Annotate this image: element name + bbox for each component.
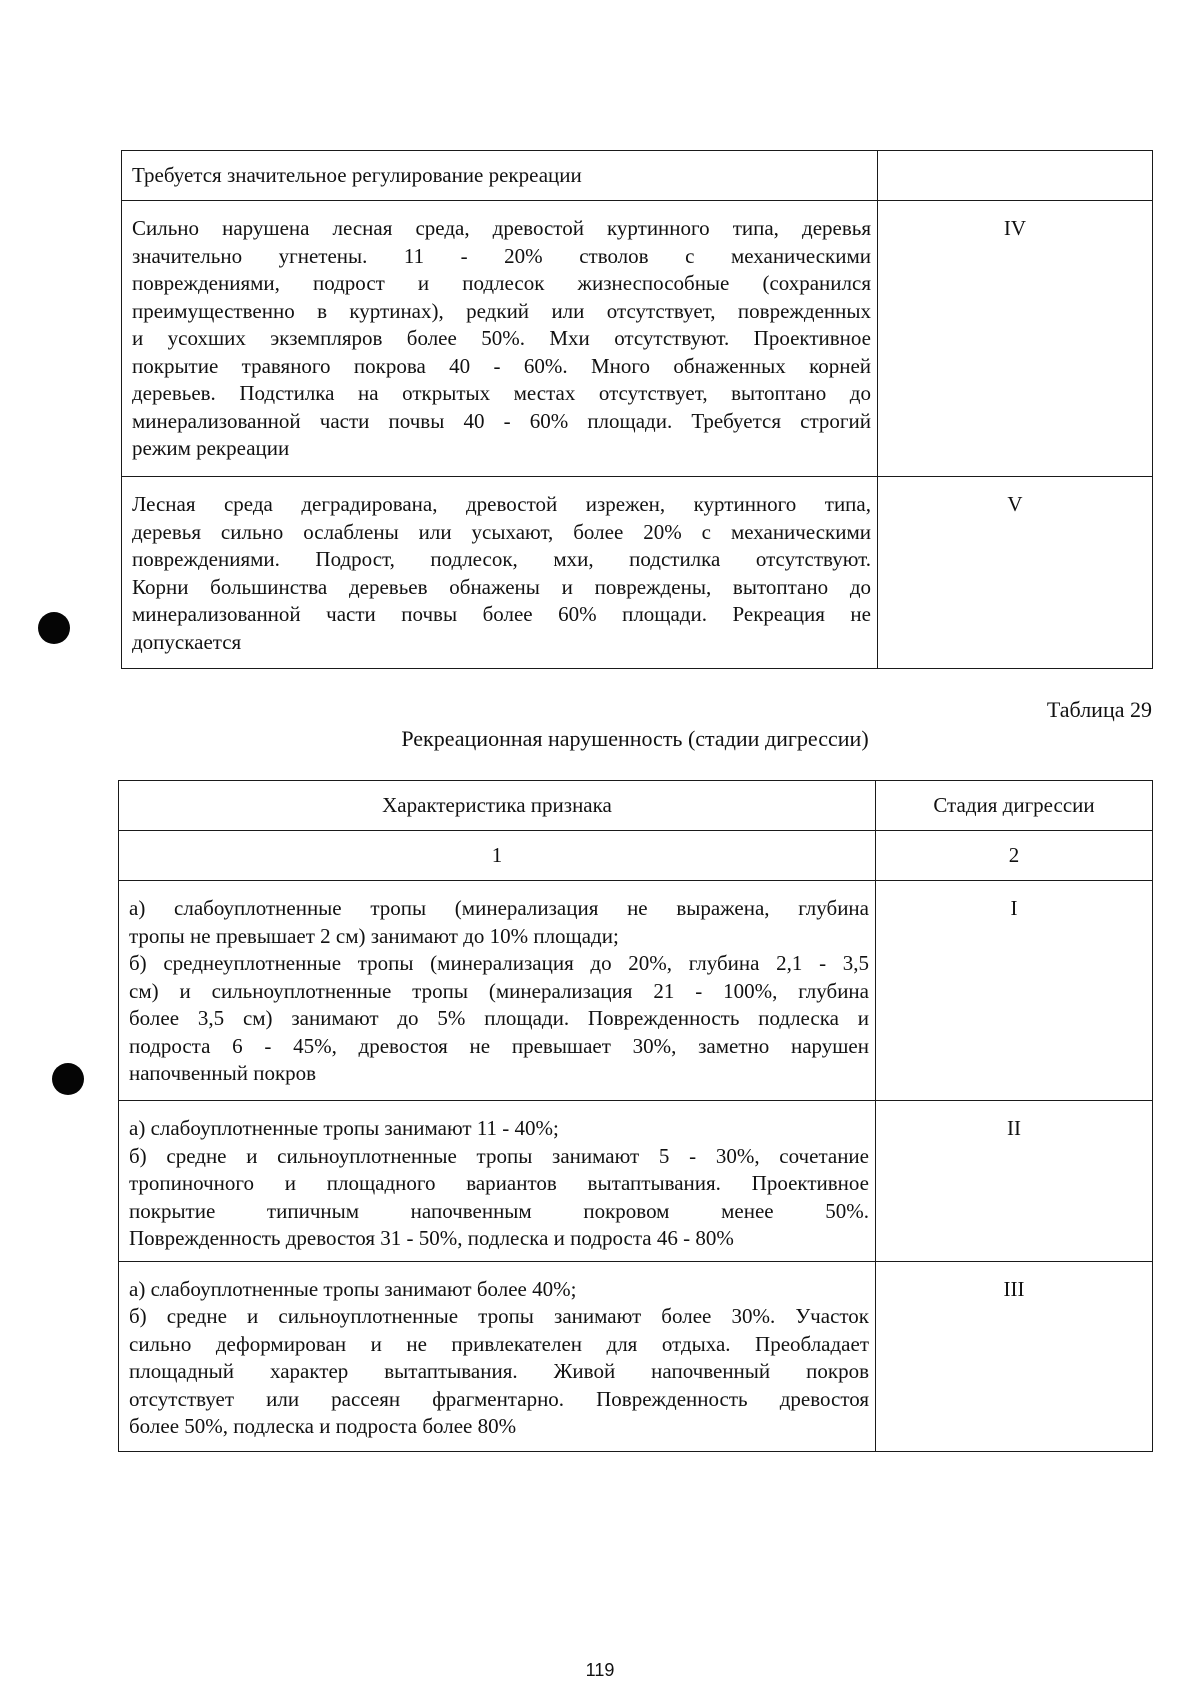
description-line: Поврежденность древостоя 31 - 50%, подлеска и подроста 46 - 80%: [129, 1226, 734, 1250]
description-line: преимущественно в куртинах), редкий или отсутствует, поврежденных: [132, 298, 871, 323]
table-row: [122, 477, 1153, 669]
table-29: [118, 780, 1153, 1452]
description-line: напочвенный покров: [129, 1061, 317, 1085]
description-line: тропиночного и площадного вариантов вытаптывания. Проективное: [129, 1171, 869, 1195]
row-description: [119, 1101, 876, 1262]
column-number: 2: [876, 831, 1153, 881]
description-line: более 3,5 см) занимают до 5% площади. Поврежденность подлеска и: [129, 1006, 869, 1030]
row-stage: V: [878, 477, 1153, 669]
description-line: значительно угнетены. 11 - 20% стволов с механическими: [132, 243, 871, 268]
description-line: минерализованной части почвы 40 - 60% площади. Требуется строгий: [132, 408, 871, 433]
description-line: б) средне и сильноуплотненные тропы занимают 5 - 30%, сочетание: [129, 1143, 869, 1168]
description-line: Лесная среда деградирована, древостой изрежен, куртинного типа,: [132, 492, 871, 516]
punch-hole-mark: [38, 612, 70, 644]
description-line: покрытие травяного покрова 40 - 60%. Много обнаженных корней: [132, 353, 871, 378]
description-line: повреждениями, подрост и подлесок жизнеспособные (сохранился: [132, 271, 871, 295]
table-row: [122, 151, 1153, 201]
description-line: и усохших экземпляров более 50%. Мхи отсутствуют. Проективное: [132, 326, 871, 350]
continued-table: [121, 150, 1153, 669]
table-row: [119, 881, 1153, 1101]
description-line: подроста 6 - 45%, древостоя не превышает 30%, заметно нарушен: [129, 1033, 869, 1058]
description-line: повреждениями. Подрост, подлесок, мхи, подстилка отсутствуют.: [132, 547, 871, 571]
description-line: Сильно нарушена лесная среда, древостой куртинного типа, деревья: [132, 216, 871, 240]
row-description: [119, 1261, 876, 1451]
description-line: Корни большинства деревьев обнажены и повреждены, вытоптано до: [132, 574, 871, 599]
column-number: 1: [119, 831, 876, 881]
description-line: б) средне и сильноуплотненные тропы занимают более 30%. Участок: [129, 1304, 869, 1328]
description-line: сильно деформирован и не привлекателен для отдыха. Преобладает: [129, 1331, 869, 1356]
description-line: допускается: [132, 629, 242, 654]
table-title: Рекреационная нарушенность (стадии дигрессии): [401, 726, 869, 751]
description-line: минерализованной части почвы более 60% площади. Рекреация не: [132, 602, 871, 626]
description-line: а) слабоуплотненные тропы занимают более 40%;: [129, 1276, 577, 1301]
row-description: [122, 201, 878, 477]
column-header: Характеристика признака: [119, 781, 876, 831]
row-stage: II: [876, 1101, 1153, 1262]
description-line: тропы не превышает 2 см) занимают до 10% площади;: [129, 923, 619, 948]
description-line: покрытие типичным напочвенным покровом менее 50%.: [129, 1198, 869, 1223]
description-line: а) слабоуплотненные тропы (минерализация не выражена, глубина: [129, 896, 869, 920]
row-stage: III: [876, 1261, 1153, 1451]
row-description: [119, 881, 876, 1101]
punch-hole-mark: [52, 1063, 84, 1095]
row-stage: I: [876, 881, 1153, 1101]
description-line: деревья сильно ослаблены или усыхают, более 20% с механическими: [132, 519, 871, 544]
description-line: б) среднеуплотненные тропы (минерализация до 20%, глубина 2,1 - 3,5: [129, 951, 869, 975]
table-row: [119, 1261, 1153, 1451]
description-line: деревьев. Подстилка на открытых местах отсутствует, вытоптано до: [132, 381, 871, 405]
column-header: Стадия дигрессии: [876, 781, 1153, 831]
row-description: [122, 151, 878, 201]
page-number: 119: [585, 1660, 615, 1680]
description-line: Требуется значительное регулирование рекреации: [132, 163, 582, 187]
description-line: отсутствует или рассеян фрагментарно. Поврежденность древостоя: [129, 1386, 869, 1411]
description-line: см) и сильноуплотненные тропы (минерализация 21 - 100%, глубина: [129, 978, 869, 1003]
table-row: [122, 201, 1153, 477]
description-line: а) слабоуплотненные тропы занимают 11 - 40%;: [129, 1116, 559, 1140]
table-row: [119, 1101, 1153, 1262]
table-header-row: [119, 781, 1153, 831]
column-number-row: [119, 831, 1153, 881]
table-label: Таблица 29: [1046, 697, 1152, 722]
row-description: [122, 477, 878, 669]
row-stage: [878, 151, 1153, 201]
description-line: площадный характер вытаптывания. Живой напочвенный покров: [129, 1359, 869, 1383]
description-line: режим рекреации: [132, 436, 290, 460]
row-stage: IV: [878, 201, 1153, 477]
description-line: более 50%, подлеска и подроста более 80%: [129, 1414, 517, 1438]
